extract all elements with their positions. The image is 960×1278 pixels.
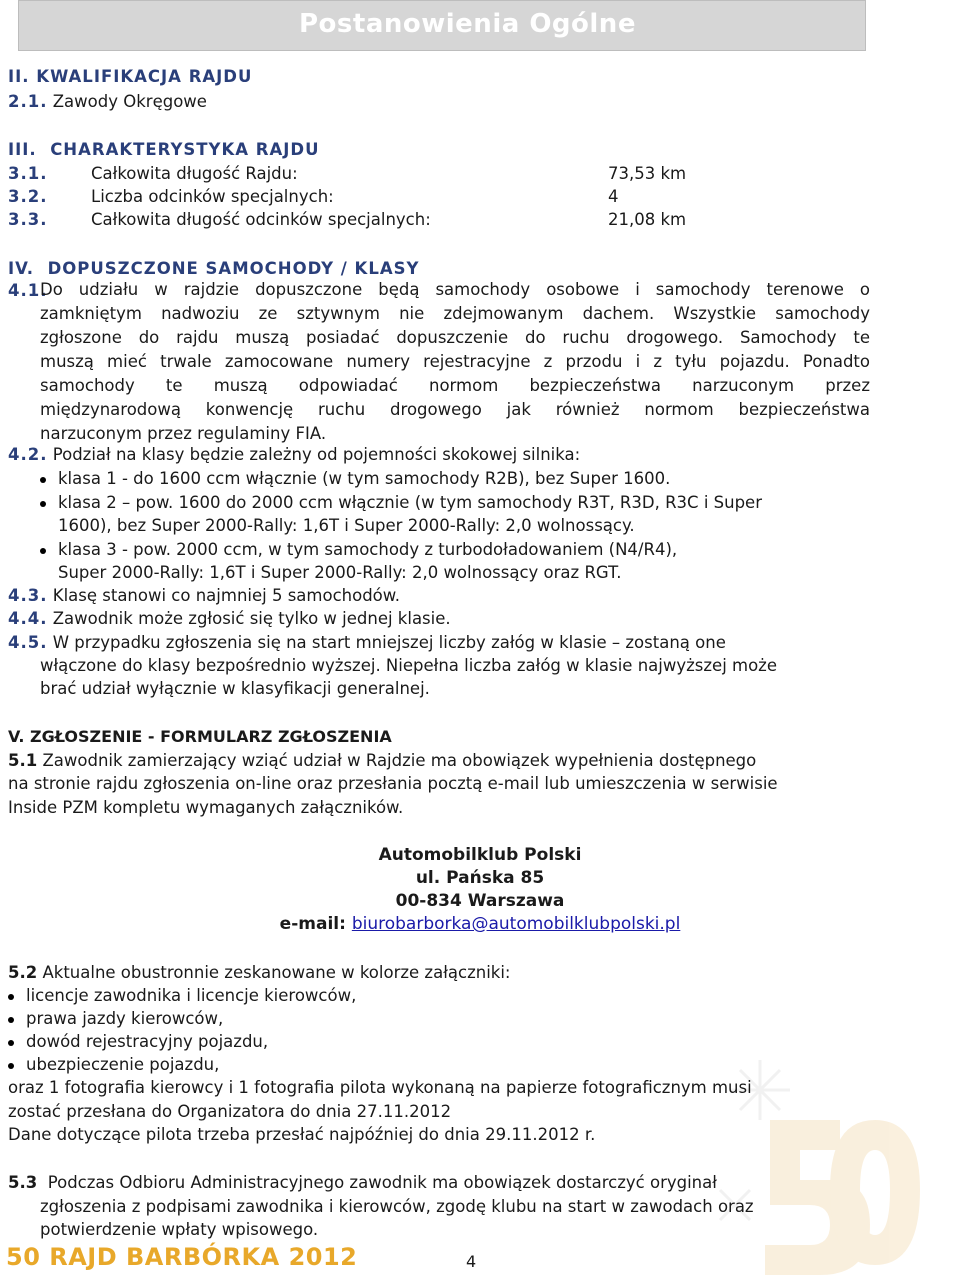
stat-row <box>8 163 908 185</box>
para-5-3-number: 5.3 <box>8 1173 38 1192</box>
attachment-item <box>8 1008 223 1030</box>
stat-number: 3.3. <box>8 210 48 229</box>
para-4-2-number: 4.2. <box>8 445 48 464</box>
para-5-2-after: oraz 1 fotografia kierowcy i 1 fotografia pilota wykonaną na papierze fotograficznym musi <box>8 1078 752 1097</box>
section-2-heading <box>8 66 252 88</box>
class-item <box>40 468 670 490</box>
para-4-4-text: Zawodnik może zgłosić się tylko w jednej klasie. <box>52 609 451 628</box>
para-5-3 <box>8 1172 717 1194</box>
section-3-heading <box>8 139 320 161</box>
attachment-text: prawa jazdy kierowców, <box>26 1009 224 1028</box>
para-5-1-line: na stronie rajdu zgłoszenia on-line oraz przesłania pocztą e-mail lub umieszczenia w serwisie <box>8 774 778 793</box>
item-2-1 <box>8 91 207 113</box>
address-email-line <box>0 914 960 934</box>
para-5-3-line: zgłoszenia z podpisami zawodnika i kierowców, zgodę klubu na start w zawodach oraz <box>40 1197 754 1216</box>
bullet-icon <box>8 1040 14 1046</box>
para-4-3-text: Klasę stanowi co najmniej 5 samochodów. <box>52 586 401 605</box>
stat-number: 3.1. <box>8 164 48 183</box>
stat-label: Całkowita długość Rajdu: <box>91 164 298 183</box>
stat-row <box>8 209 908 231</box>
para-4-1-number: 4.1. <box>8 281 48 300</box>
para-4-2-text: Podział na klasy będzie zależny od pojemności skokowej silnika: <box>52 445 581 464</box>
para-4-5-number: 4.5. <box>8 633 48 652</box>
item-2-1-number: 2.1. <box>8 92 48 111</box>
attachment-item <box>8 1031 268 1053</box>
para-5-2 <box>8 962 510 984</box>
para-5-1-text: Zawodnik zamierzający wziąć udział w Rajdzie ma obowiązek wypełnienia dostępnego <box>42 751 757 770</box>
para-5-1 <box>8 750 756 772</box>
section-2-number: II. <box>8 67 30 86</box>
section-3-number: III. <box>8 140 37 159</box>
para-4-3-number: 4.3. <box>8 586 48 605</box>
section-4-number: IV. <box>8 259 35 278</box>
para-4-1-line: międzynarodową konwencję ruchu drogowego jak również normom bezpieczeństwa <box>40 400 870 419</box>
email-label: e-mail: <box>279 914 346 934</box>
bullet-icon <box>8 1063 14 1069</box>
bullet-icon <box>40 548 46 554</box>
para-4-5-line: włączone do klasy bezpośrednio wyższej. Niepełna liczba załóg w klasie najwyższej może <box>40 656 777 675</box>
page-title: Postanowienia Ogólne <box>299 9 636 39</box>
para-4-1-line: Do udziału w rajdzie dopuszczone będą samochody osobowe i samochody terenowe o <box>40 280 870 299</box>
bullet-icon <box>40 501 46 507</box>
para-4-1-line: muszą mieć trwale zamocowane numery rejestracyjne z przodu i z tyłu pojazdu. Ponadto <box>40 352 870 371</box>
event-name-footer: 50 RAJD BARBÓRKA 2012 <box>6 1243 358 1271</box>
stat-number: 3.2. <box>8 187 48 206</box>
stat-label: Liczba odcinków specjalnych: <box>91 187 334 206</box>
section-2-title: KWALIFIKACJA RAJDU <box>36 67 253 86</box>
class-text-continued: 1600), bez Super 2000-Rally: 1,6T i Super 2000-Rally: 2,0 wolnossący. <box>58 516 635 535</box>
para-4-5-text: W przypadku zgłoszenia się na start mniejszej liczby załóg w klasie – zostaną one <box>52 633 726 652</box>
bullet-icon <box>40 477 46 483</box>
stat-value: 73,53 km <box>608 164 687 183</box>
para-4-1-line: narzuconym przez regulaminy FIA. <box>40 424 327 443</box>
para-5-1-line: Inside PZM kompletu wymaganych załączników. <box>8 798 404 817</box>
para-4-1-line: samochody te muszą odpowiadać normom bezpieczeństwa narzuconym przez <box>40 376 870 395</box>
para-4-5-line: brać udział wyłącznie w klasyfikacji generalnej. <box>40 679 430 698</box>
para-4-1-line: zamkniętym nadwoziu ze sztywnym nie zdejmowanym dachem. Wszystkie samochody <box>40 304 870 323</box>
para-5-3-text: Podczas Odbioru Administracyjnego zawodnik ma obowiązek dostarczyć oryginał <box>47 1173 717 1192</box>
attachment-text: dowód rejestracyjny pojazdu, <box>26 1032 269 1051</box>
para-5-3-line: potwierdzenie wpłaty wpisowego. <box>40 1220 319 1239</box>
address-street: ul. Pańska 85 <box>415 868 545 888</box>
stat-label: Całkowita długość odcinków specjalnych: <box>91 210 431 229</box>
stat-value: 21,08 km <box>608 210 687 229</box>
class-item <box>40 539 677 561</box>
class-text-continued: Super 2000-Rally: 1,6T i Super 2000-Rally: 2,0 wolnossący oraz RGT. <box>58 563 622 582</box>
bullet-icon <box>8 1017 14 1023</box>
class-text: klasa 2 – pow. 1600 do 2000 ccm włącznie (w tym samochody R3T, R3D, R3C i Super <box>58 493 762 512</box>
section-header-bar <box>18 0 866 51</box>
para-4-4 <box>8 608 451 630</box>
para-5-2-number: 5.2 <box>8 963 38 982</box>
para-4-5 <box>8 632 726 654</box>
bullet-icon <box>8 994 14 1000</box>
section-3-title: CHARAKTERYSTYKA RAJDU <box>50 140 320 159</box>
para-4-1-line: zgłoszone do rajdu muszą posiadać dopuszczenie do ruchu drogowego. Samochody te <box>40 328 870 347</box>
item-2-1-text: Zawody Okręgowe <box>52 92 207 111</box>
event-logo-watermark <box>700 1010 960 1278</box>
page-number: 4 <box>466 1252 477 1271</box>
section-4-title: DOPUSZCZONE SAMOCHODY / KLASY <box>47 259 420 278</box>
section-5-heading: V. ZGŁOSZENIE - FORMULARZ ZGŁOSZENIA <box>8 727 392 746</box>
para-5-2-after: Dane dotyczące pilota trzeba przesłać najpóźniej do dnia 29.11.2012 r. <box>8 1125 596 1144</box>
attachment-item <box>8 1054 219 1076</box>
section-4-heading <box>8 258 419 280</box>
para-5-2-text: Aktualne obustronnie zeskanowane w kolorze załączniki: <box>42 963 511 982</box>
para-5-1-number: 5.1 <box>8 751 38 770</box>
address-name: Automobilklub Polski <box>378 845 582 865</box>
stat-value: 4 <box>608 187 619 206</box>
para-4-2 <box>8 444 580 466</box>
email-link[interactable]: biurobarborka@automobilklubpolski.pl <box>351 914 681 934</box>
class-item <box>40 492 762 514</box>
class-text: klasa 1 - do 1600 ccm włącznie (w tym samochody R2B), bez Super 1600. <box>58 469 671 488</box>
attachment-text: licencje zawodnika i licencje kierowców, <box>26 986 357 1005</box>
para-4-4-number: 4.4. <box>8 609 48 628</box>
attachment-item <box>8 985 356 1007</box>
para-5-2-after: zostać przesłana do Organizatora do dnia 27.11.2012 <box>8 1102 452 1121</box>
class-text: klasa 3 - pow. 2000 ccm, w tym samochody z turbodoładowaniem (N4/R4), <box>58 540 678 559</box>
para-4-3 <box>8 585 400 607</box>
stat-row <box>8 186 908 208</box>
address-city: 00-834 Warszawa <box>395 891 565 911</box>
attachment-text: ubezpieczenie pojazdu, <box>26 1055 220 1074</box>
